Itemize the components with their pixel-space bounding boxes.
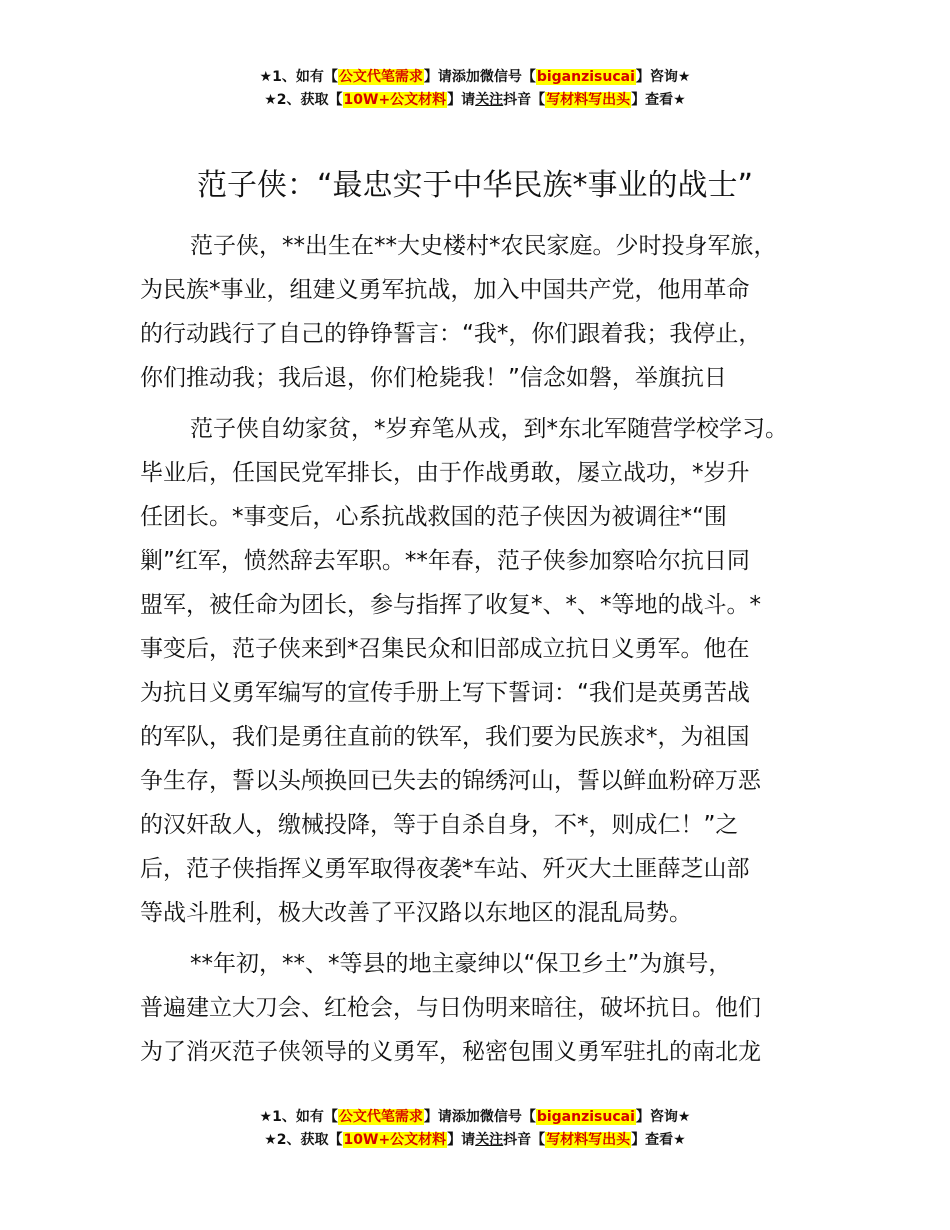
header-underlined-text: 关注 xyxy=(475,92,504,108)
header-line-1 xyxy=(0,66,950,89)
text-line: 的军队，我们是勇往直前的铁军，我们要为民族求*，为祖国 xyxy=(140,724,750,750)
text-line: 为民族*事业，组建义勇军抗战，加入中国共产党，他用革命 xyxy=(140,277,750,303)
document-body xyxy=(140,224,830,1081)
text-line: 毕业后，任国民党军排长，由于作战勇敢，屡立战功，*岁升 xyxy=(140,460,750,486)
highlight-service: 公文代笔需求 xyxy=(338,69,423,85)
text-line: 为抗日义勇军编写的宣传手册上写下誓词：“我们是英勇苦战 xyxy=(140,680,750,706)
text-line: 普遍建立大刀会、红枪会，与日伪明来暗往，破坏抗日。他们 xyxy=(140,995,761,1021)
text-line: 的汉奸敌人，缴械投降，等于自杀自身，不*，则成仁！”之 xyxy=(140,812,739,838)
footer-text: 】请添加微信号【 xyxy=(423,1109,536,1125)
highlight-douyin-account: 写材料写出头 xyxy=(546,92,631,108)
header-text: 】请 xyxy=(447,92,476,108)
highlight-wechat-id: biganzisucai xyxy=(536,69,635,85)
text-line: 事变后，范子侠来到*召集民众和旧部成立抗日义勇军。他在 xyxy=(140,636,750,662)
header-text: 】咨询★ xyxy=(635,69,691,85)
footer-text: 】查看★ xyxy=(631,1132,686,1148)
header-banner xyxy=(0,66,950,112)
header-text: 抖音【 xyxy=(503,92,546,108)
text-line: **年初，**、*等县的地主豪绅以“保卫乡土”为旗号， xyxy=(190,951,732,977)
paragraph-2 xyxy=(140,407,830,935)
text-line: 后，范子侠指挥义勇军取得夜袭*车站、歼灭大土匪薛芝山部 xyxy=(140,856,750,882)
text-line: 范子侠自幼家贫，*岁弃笔从戎，到*东北军随营学校学习。 xyxy=(190,416,788,442)
footer-text: 】请 xyxy=(447,1132,476,1148)
text-line: 争生存，誓以头颅换回已失去的锦绣河山，誓以鲜血粉碎万恶 xyxy=(140,768,761,794)
header-line-2 xyxy=(0,89,950,112)
footer-text: ★1、如有【 xyxy=(259,1109,338,1125)
footer-text: ★2、获取【 xyxy=(264,1132,343,1148)
text-line: 剿”红军，愤然辞去军职。**年春，范子侠参加察哈尔抗日同 xyxy=(140,548,750,574)
highlight-wechat-id: biganzisucai xyxy=(536,1109,635,1125)
paragraph-3 xyxy=(140,942,830,1074)
text-line: 任团长。*事变后，心系抗战救国的范子侠因为被调往*“围 xyxy=(140,504,727,530)
text-line: 的行动践行了自己的铮铮誓言：“我*，你们跟着我；我停止， xyxy=(140,321,762,347)
text-line: 范子侠，**出生在**大史楼村*农民家庭。少时投身军旅， xyxy=(190,233,777,259)
document-title: 范子侠：“最忠实于中华民族*事业的战士” xyxy=(196,168,754,203)
text-line: 为了消灭范子侠领导的义勇军，秘密包围义勇军驻扎的南北龙 xyxy=(140,1039,761,1065)
header-text: 】请添加微信号【 xyxy=(423,69,536,85)
text-line: 盟军，被任命为团长，参与指挥了收复*、*、*等地的战斗。* xyxy=(140,592,761,618)
highlight-materials: 10W+公文材料 xyxy=(343,1132,447,1148)
footer-line-2 xyxy=(0,1129,950,1152)
header-text: ★2、获取【 xyxy=(264,92,343,108)
footer-text: 抖音【 xyxy=(503,1132,546,1148)
text-line: 等战斗胜利，极大改善了平汉路以东地区的混乱局势。 xyxy=(140,900,692,926)
text-line: 你们推动我；我后退，你们枪毙我！”信念如磐，举旗抗日 xyxy=(140,365,727,391)
highlight-douyin-account: 写材料写出头 xyxy=(546,1132,631,1148)
footer-text: 】咨询★ xyxy=(635,1109,691,1125)
highlight-materials: 10W+公文材料 xyxy=(343,92,447,108)
footer-line-1 xyxy=(0,1106,950,1129)
footer-underlined-text: 关注 xyxy=(475,1132,504,1148)
header-text: 】查看★ xyxy=(631,92,686,108)
header-text: ★1、如有【 xyxy=(259,69,338,85)
highlight-service: 公文代笔需求 xyxy=(338,1109,423,1125)
footer-banner xyxy=(0,1106,950,1152)
paragraph-1 xyxy=(140,224,830,400)
